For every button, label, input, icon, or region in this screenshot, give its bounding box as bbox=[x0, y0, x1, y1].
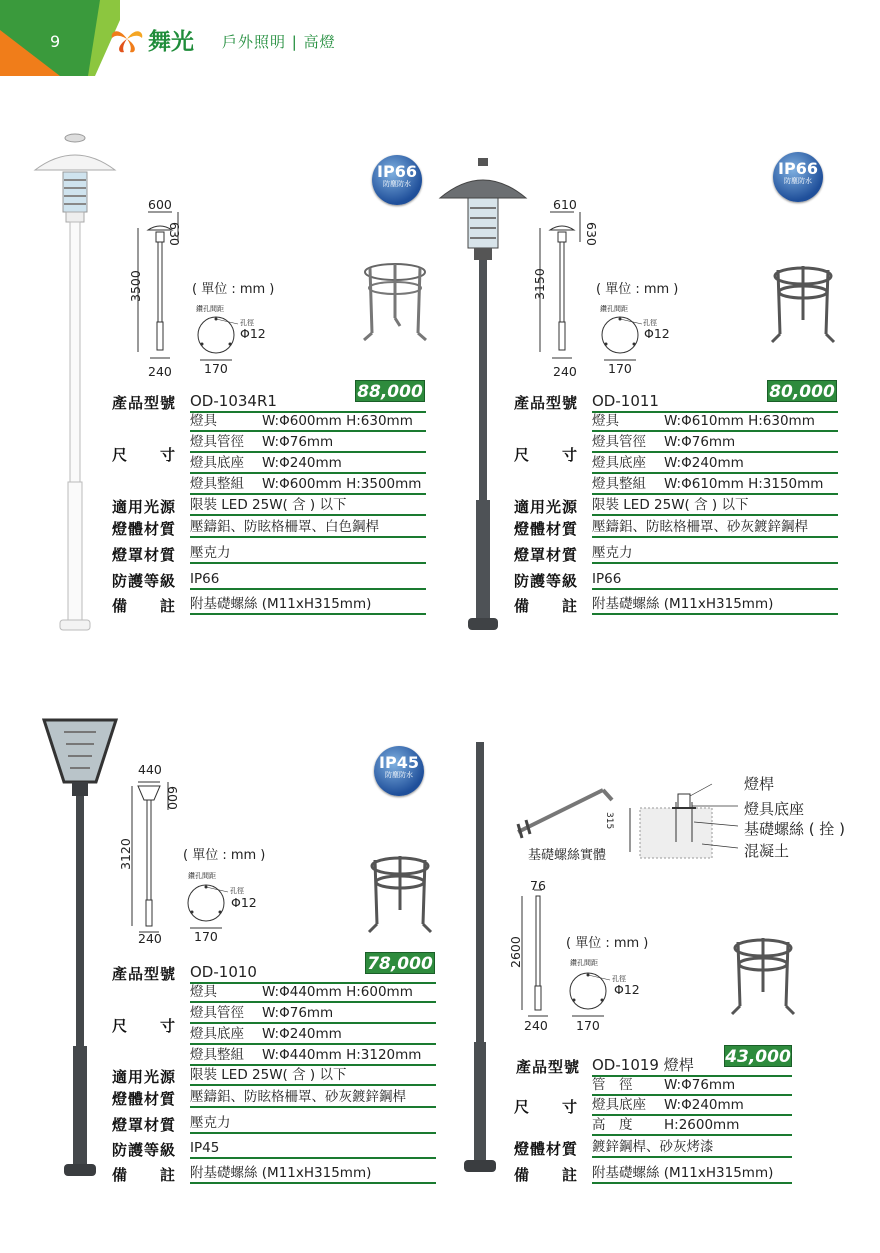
dim-hole: 170 bbox=[576, 1018, 600, 1033]
dim-head: 600 bbox=[165, 786, 180, 810]
note-value: 附基礎螺絲 (M11xH315mm) bbox=[592, 1163, 792, 1184]
anchor-bolt-cage-image bbox=[768, 262, 838, 347]
label-note: 備 註 bbox=[112, 1166, 177, 1184]
label-note: 備 註 bbox=[112, 597, 177, 615]
hole-spacing-label: 鑽孔間距 bbox=[188, 872, 216, 880]
ip-badge: IP66 防塵防水 bbox=[773, 152, 823, 202]
hole-dia-label: 孔徑 bbox=[612, 975, 626, 983]
hole-value: Φ12 bbox=[240, 326, 266, 341]
label-note: 備 註 bbox=[514, 1166, 579, 1184]
size-row: 燈具底座 W:Φ240mm bbox=[592, 453, 838, 474]
size-row: 燈具 W:Φ440mm H:600mm bbox=[190, 982, 436, 1003]
label-size: 尺 寸 bbox=[514, 1098, 579, 1116]
size-row: 燈具整組 W:Φ600mm H:3500mm bbox=[190, 474, 426, 495]
price: 88,000 bbox=[355, 380, 425, 402]
lamp-image-od1034r1 bbox=[30, 130, 120, 635]
label-size: 尺 寸 bbox=[514, 446, 579, 464]
size-row: 燈具底座 W:Φ240mm bbox=[190, 453, 426, 474]
label-protection: 防護等級 bbox=[514, 572, 579, 590]
light-source-value: 限裝 LED 25W( 含 ) 以下 bbox=[190, 495, 426, 516]
light-source-value: 限裝 LED 25W( 含 ) 以下 bbox=[190, 1065, 436, 1086]
ip-badge: IP45 防塵防水 bbox=[374, 746, 424, 796]
label-shade-material: 燈罩材質 bbox=[112, 1116, 177, 1134]
price: 43,000 bbox=[725, 1047, 791, 1067]
shade-material-value: 壓克力 bbox=[190, 1113, 436, 1134]
callout-pole: 燈桿 bbox=[744, 775, 775, 793]
hole-spacing-label: 鑽孔間距 bbox=[600, 305, 628, 313]
hole-dia-label: 孔徑 bbox=[643, 319, 657, 327]
bolt-caption: 基礎螺絲實體 bbox=[528, 848, 607, 863]
dim-total: 3500 bbox=[128, 270, 143, 302]
size-row: 燈具管徑 W:Φ76mm bbox=[592, 432, 838, 453]
dim-top: 600 bbox=[148, 197, 172, 212]
anchor-bolt-cage-image bbox=[360, 258, 430, 348]
lamp-image-od1010 bbox=[40, 712, 120, 1180]
unit-label: ( 單位 : mm ) bbox=[192, 282, 275, 297]
dim-base: 240 bbox=[138, 931, 162, 946]
body-material-value: 壓鑄鋁、防眩格柵罩、砂灰鍍鋅鋼桿 bbox=[190, 1087, 436, 1108]
body-material-value: 鍍鋅鋼桿、砂灰烤漆 bbox=[592, 1137, 792, 1158]
label-body-material: 燈體材質 bbox=[112, 520, 177, 538]
header-tagline: 戶外照明 | 高燈 bbox=[222, 33, 336, 51]
dim-top: 610 bbox=[553, 197, 577, 212]
hole-value: Φ12 bbox=[614, 982, 640, 997]
shade-material-value: 壓克力 bbox=[592, 543, 838, 564]
protection-value: IP66 bbox=[592, 569, 838, 590]
dim-head: 630 bbox=[167, 222, 182, 246]
dim-base: 240 bbox=[524, 1018, 548, 1033]
dim-hole: 170 bbox=[204, 361, 228, 376]
dim-hole: 170 bbox=[608, 361, 632, 376]
size-row: 燈具管徑 W:Φ76mm bbox=[190, 432, 426, 453]
price: 78,000 bbox=[365, 952, 435, 974]
light-source-value: 限裝 LED 25W( 含 ) 以下 bbox=[592, 495, 838, 516]
dim-bolt: 315 bbox=[604, 812, 614, 830]
label-size: 尺 寸 bbox=[112, 446, 177, 464]
model-number: OD-1019 燈桿 bbox=[592, 1055, 792, 1077]
hole-dia-label: 孔徑 bbox=[230, 887, 244, 895]
hole-spacing-label: 鑽孔間距 bbox=[570, 959, 598, 967]
dim-base: 240 bbox=[148, 364, 172, 379]
label-model: 產品型號 bbox=[514, 394, 579, 412]
label-model: 產品型號 bbox=[112, 965, 177, 983]
dim-total: 3150 bbox=[532, 268, 547, 300]
hole-value: Φ12 bbox=[231, 895, 257, 910]
callout-bolt: 基礎螺絲 ( 拴 ) bbox=[744, 820, 846, 838]
size-row: 燈具 W:Φ610mm H:630mm bbox=[592, 411, 838, 432]
dim-top: 76 bbox=[530, 878, 546, 893]
label-body-material: 燈體材質 bbox=[514, 520, 579, 538]
label-body-material: 燈體材質 bbox=[112, 1090, 177, 1108]
label-model: 產品型號 bbox=[112, 394, 177, 412]
foundation-section-diagram bbox=[612, 782, 742, 862]
page-number: 9 bbox=[50, 32, 61, 51]
protection-value: IP45 bbox=[190, 1138, 436, 1159]
hole-value: Φ12 bbox=[644, 326, 670, 341]
dimension-drawing bbox=[516, 884, 566, 1024]
logo-icon bbox=[108, 24, 146, 54]
unit-label: ( 單位 : mm ) bbox=[596, 282, 679, 297]
note-value: 附基礎螺絲 (M11xH315mm) bbox=[190, 594, 426, 615]
label-protection: 防護等級 bbox=[112, 572, 177, 590]
brand-name: 舞光 bbox=[148, 29, 194, 55]
label-shade-material: 燈罩材質 bbox=[514, 546, 579, 564]
label-light-source: 適用光源 bbox=[112, 1068, 177, 1086]
price: 80,000 bbox=[767, 380, 837, 402]
label-size: 尺 寸 bbox=[112, 1017, 177, 1035]
shade-material-value: 壓克力 bbox=[190, 543, 426, 564]
body-material-value: 壓鑄鋁、防眩格柵罩、白色鋼桿 bbox=[190, 517, 426, 538]
label-light-source: 適用光源 bbox=[514, 498, 579, 516]
size-row: 管 徑 W:Φ76mm bbox=[592, 1075, 792, 1096]
label-protection: 防護等級 bbox=[112, 1141, 177, 1159]
dim-head: 630 bbox=[584, 222, 599, 246]
label-note: 備 註 bbox=[514, 597, 579, 615]
size-row: 燈具整組 W:Φ610mm H:3150mm bbox=[592, 474, 838, 495]
dim-total: 3120 bbox=[118, 838, 133, 870]
model-number: OD-1010 bbox=[190, 962, 436, 984]
callout-concrete: 混凝土 bbox=[744, 842, 790, 860]
protection-value: IP66 bbox=[190, 569, 426, 590]
size-row: 燈具底座 W:Φ240mm bbox=[592, 1095, 792, 1116]
anchor-bolt-cage-image bbox=[365, 852, 435, 937]
label-body-material: 燈體材質 bbox=[514, 1140, 579, 1158]
dim-hole: 170 bbox=[194, 929, 218, 944]
pole-image-od1019 bbox=[460, 742, 500, 1177]
size-row: 燈具 W:Φ600mm H:630mm bbox=[190, 411, 426, 432]
dim-top: 440 bbox=[138, 762, 162, 777]
dim-base: 240 bbox=[553, 364, 577, 379]
note-value: 附基礎螺絲 (M11xH315mm) bbox=[190, 1163, 436, 1184]
ip-badge: IP66 防塵防水 bbox=[372, 155, 422, 205]
dim-total: 2600 bbox=[508, 936, 523, 968]
unit-label: ( 單位 : mm ) bbox=[566, 936, 649, 951]
model-number: OD-1011 bbox=[592, 391, 838, 413]
hole-dia-label: 孔徑 bbox=[240, 319, 254, 327]
label-model: 產品型號 bbox=[516, 1058, 581, 1076]
label-shade-material: 燈罩材質 bbox=[112, 546, 177, 564]
anchor-bolt-photo bbox=[508, 782, 618, 842]
label-light-source: 適用光源 bbox=[112, 498, 177, 516]
anchor-bolt-cage-image bbox=[728, 934, 798, 1019]
callout-base: 燈具底座 bbox=[744, 800, 805, 818]
unit-label: ( 單位 : mm ) bbox=[183, 848, 266, 863]
model-number: OD-1034R1 bbox=[190, 391, 426, 413]
size-row: 高 度 H:2600mm bbox=[592, 1115, 792, 1136]
size-row: 燈具管徑 W:Φ76mm bbox=[190, 1003, 436, 1024]
note-value: 附基礎螺絲 (M11xH315mm) bbox=[592, 594, 838, 615]
hole-spacing-label: 鑽孔間距 bbox=[196, 305, 224, 313]
body-material-value: 壓鑄鋁、防眩格柵罩、砂灰鍍鋅鋼桿 bbox=[592, 517, 838, 538]
size-row: 燈具底座 W:Φ240mm bbox=[190, 1024, 436, 1045]
size-row: 燈具整組 W:Φ440mm H:3120mm bbox=[190, 1045, 436, 1066]
